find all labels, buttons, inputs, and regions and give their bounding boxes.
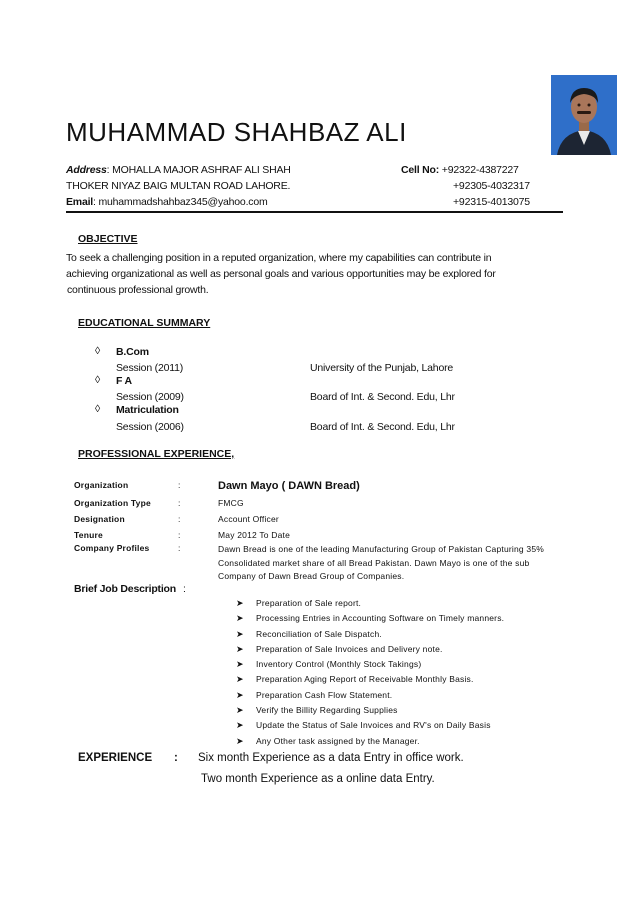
email-label: Email <box>66 196 94 208</box>
arrow-icon: ➤ <box>236 720 244 731</box>
experience-label: EXPERIENCE <box>78 752 153 764</box>
cell-line <box>401 164 519 176</box>
professional-heading: PROFESSIONAL EXPERIENCE, <box>78 448 235 460</box>
label-tenure: Tenure <box>74 530 103 540</box>
colon: : <box>174 752 178 764</box>
arrow-icon: ➤ <box>236 735 244 746</box>
degree-matric: Matriculation <box>116 404 179 416</box>
address-label: Address <box>66 164 107 176</box>
experience-line: Six month Experience as a data Entry in office work. <box>198 752 464 764</box>
diamond-icon: ◊ <box>95 374 101 386</box>
arrow-icon: ➤ <box>236 613 244 624</box>
email-line: Email: muhammadshahbaz345@yahoo.com <box>66 196 268 208</box>
objective-line: To seek a challenging position in a reputed organization, where my capabilities can contribute in <box>66 252 492 264</box>
experience-line: Two month Experience as a online data Entry. <box>201 773 435 785</box>
colon: : <box>178 530 181 540</box>
brief-job-description-label: Brief Job Description <box>74 583 176 595</box>
objective-heading: OBJECTIVE <box>78 233 138 245</box>
diamond-icon: ◊ <box>95 403 101 415</box>
colon: : <box>178 480 181 490</box>
phone-1: +92322-4387227 <box>441 164 519 176</box>
address-text: MOHALLA MAJOR ASHRAF ALI SHAH <box>112 164 291 176</box>
arrow-icon: ➤ <box>236 628 244 639</box>
cell-label: Cell No: <box>401 164 440 176</box>
institute-fa: Board of Int. & Second. Edu, Lhr <box>310 391 455 403</box>
colon: : <box>183 583 186 595</box>
value-designation: Account Officer <box>218 514 279 524</box>
arrow-icon: ➤ <box>236 659 244 670</box>
session-bcom: Session (2011) <box>116 362 184 374</box>
phone-3: +92315-4013075 <box>453 196 530 208</box>
header-divider <box>66 211 563 213</box>
objective-line: continuous professional growth. <box>67 284 209 296</box>
address-line-2: THOKER NIYAZ BAIG MULTAN ROAD LAHORE. <box>66 180 291 192</box>
arrow-icon: ➤ <box>236 705 244 716</box>
colon: : <box>178 498 181 508</box>
education-heading: EDUCATIONAL SUMMARY <box>78 317 211 329</box>
session-fa: Session (2009) <box>116 391 184 403</box>
value-organization-type: FMCG <box>218 498 244 508</box>
degree-bcom: B.Com <box>116 346 149 358</box>
label-organization: Organization <box>74 480 129 490</box>
degree-fa: F A <box>116 375 132 387</box>
company-profile-line: Dawn Bread is one of the leading Manufacturing Group of Pakistan Capturing 35% <box>218 544 545 554</box>
address-line-1: Address: MOHALLA MAJOR ASHRAF ALI SHAH <box>66 164 291 176</box>
objective-text <box>66 250 546 298</box>
colon: : <box>178 543 181 553</box>
arrow-icon: ➤ <box>236 689 244 700</box>
arrow-icon: ➤ <box>236 598 244 608</box>
arrow-icon: ➤ <box>236 674 244 685</box>
session-matric: Session (2006) <box>116 421 184 433</box>
label-company-profiles: Company Profiles <box>74 543 150 553</box>
label-organization-type: Organization Type <box>74 498 151 508</box>
company-profile-text <box>218 543 608 584</box>
institute-matric: Board of Int. & Second. Edu, Lhr <box>310 421 455 433</box>
arrow-icon: ➤ <box>236 643 244 654</box>
institute-bcom: University of the Punjab, Lahore <box>310 362 454 374</box>
company-profile-line: Consolidated market share of all Bread Pakistan. Dawn Mayo is one of the sub <box>218 557 530 568</box>
diamond-icon: ◊ <box>95 345 101 357</box>
candidate-name: MUHAMMAD SHAHBAZ ALI <box>66 117 407 147</box>
email-address: muhammadshahbaz345@yahoo.com <box>98 196 268 208</box>
objective-line: achieving organizational as well as personal goals and various opportunities may be explored for <box>66 268 496 280</box>
company-profile-line: Company of Dawn Bread Group of Companies. <box>218 571 405 581</box>
phone-2: +92305-4032317 <box>453 180 530 192</box>
value-organization: Dawn Mayo ( DAWN Bread) <box>218 480 360 492</box>
value-tenure: May 2012 To Date <box>218 530 291 540</box>
label-designation: Designation <box>74 514 125 524</box>
profile-photo <box>551 75 617 155</box>
colon: : <box>178 514 181 524</box>
